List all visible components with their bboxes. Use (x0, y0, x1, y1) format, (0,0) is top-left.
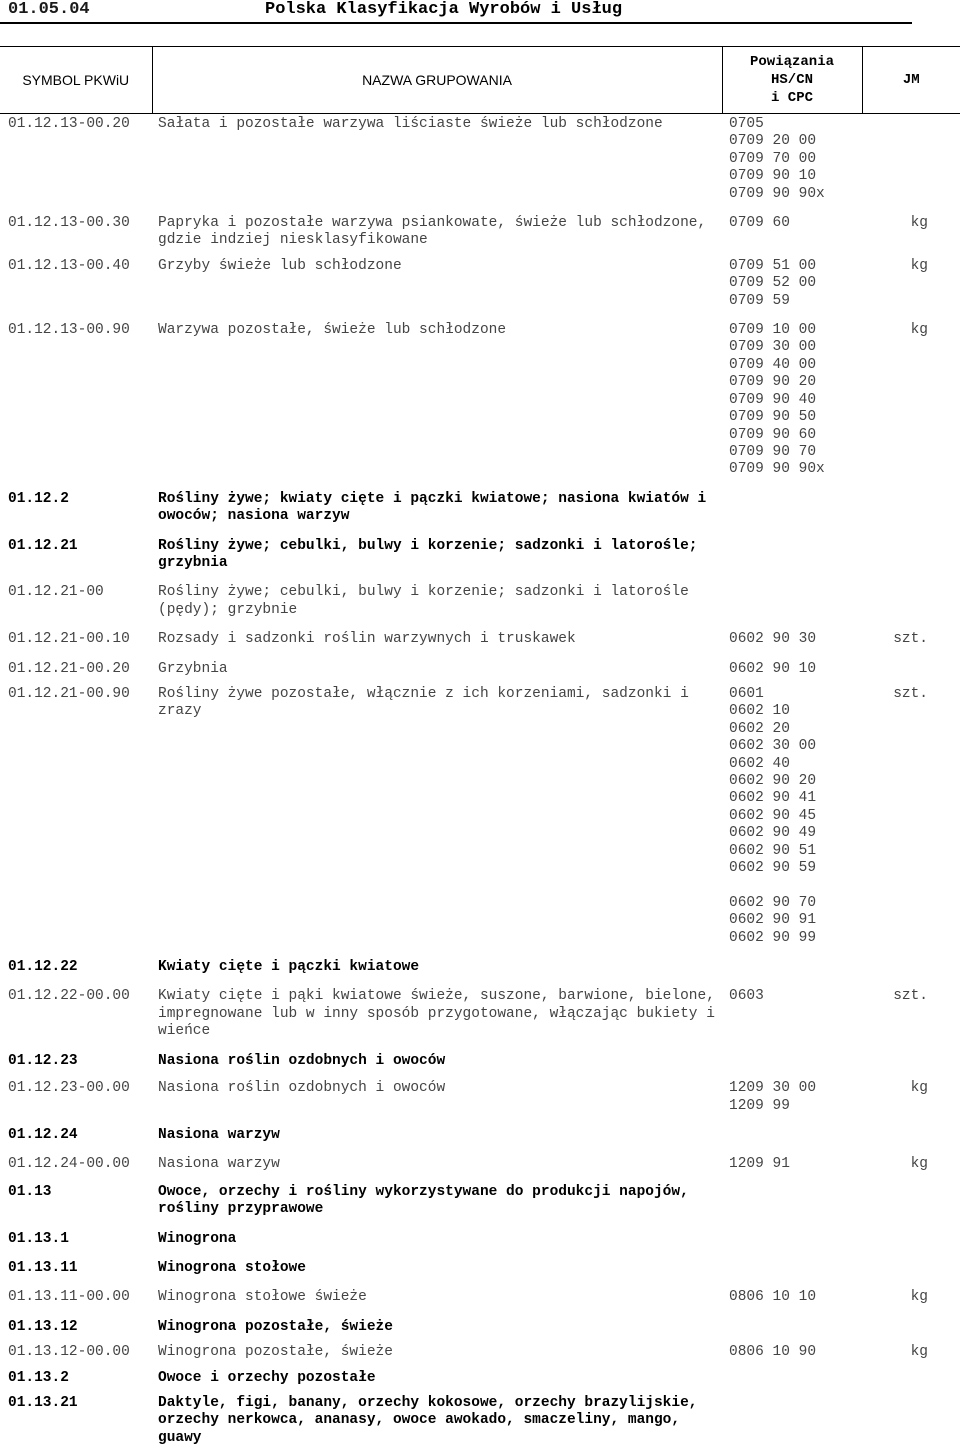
unit-of-measure: szt. (893, 631, 928, 648)
section-code: 01.05.04 (8, 0, 90, 19)
group-name: Kwiaty cięte i pączki kwiatowe (158, 959, 420, 976)
group-name: Rośliny żywe; cebulki, bulwy i korzenie; sadzonki i latorośle (pędy); grzybnie (158, 584, 689, 618)
group-name: Grzyby świeże lub schłodzone (158, 257, 402, 274)
hs-cn-codes: 0705 0709 20 00 0709 70 00 0709 90 10 0709 90 90x (729, 116, 825, 202)
table-row (0, 1076, 960, 1121)
table-row (0, 1368, 960, 1393)
hs-cn-codes (722, 485, 862, 532)
classification-table (0, 46, 960, 1453)
pkwiu-code: 01.12.21 (8, 537, 78, 554)
table-row (0, 1283, 960, 1312)
table-row (0, 256, 960, 316)
group-name: Rośliny żywe; kwiaty cięte i pączki kwiatowe; nasiona kwiatów i owoców; nasiona warzyw (158, 490, 707, 525)
hs-cn-codes: 0601 0602 10 0602 20 0602 30 00 0602 40 0602 90 20 0602 90 41 0602 90 45 0602 90 49 0602 90 51 0602 90 59 0602 90 70 0602 90 91 0602 90 99 (729, 685, 817, 946)
table-row (0, 982, 960, 1046)
hs-cn-codes (722, 1180, 862, 1225)
hs-cn-codes: 1209 91 (729, 1156, 790, 1173)
pkwiu-code: 01.12.21-00.20 (8, 660, 130, 677)
table-row (0, 114, 960, 210)
pkwiu-code: 01.12.13-00.30 (8, 215, 130, 232)
pkwiu-code: 01.12.13-00.90 (8, 322, 130, 339)
group-name: Nasiona roślin ozdobnych i owoców (158, 1052, 446, 1069)
group-name: Kwiaty cięte i pąki kwiatowe świeże, suszone, barwione, bielone, impregnowane lub w inny sposób przygotowane, włączając bukiety i wieńce (158, 988, 715, 1040)
group-name: Grzybnia (158, 660, 228, 677)
table-row (0, 1342, 960, 1367)
group-name: Rośliny żywe; cebulki, bulwy i korzenie; sadzonki i latorośle; grzybnia (158, 537, 698, 571)
unit-of-measure: kg (910, 1156, 928, 1173)
unit-of-measure: szt. (893, 988, 928, 1005)
hs-cn-codes (722, 1368, 862, 1393)
unit-of-measure (862, 1121, 960, 1150)
group-name: Sałata i pozostałe warzywa liściaste świeże lub schłodzone (158, 116, 663, 132)
hs-cn-codes (722, 953, 862, 982)
pkwiu-code: 01.12.22-00.00 (8, 988, 130, 1005)
column-header-symbol: SYMBOL PKWiU (0, 47, 152, 114)
pkwiu-code: 01.12.21-00 (8, 584, 104, 601)
unit-of-measure: kg (910, 1344, 928, 1361)
column-header-name: NAZWA GRUPOWANIA (152, 47, 722, 114)
table-row (0, 316, 960, 485)
table-row (0, 953, 960, 982)
table-row (0, 1393, 960, 1453)
hs-cn-codes (722, 1047, 862, 1076)
hs-cn-codes: 0709 60 (729, 215, 790, 232)
group-name: Winogrona (158, 1230, 237, 1247)
hs-cn-codes: 0602 90 30 (729, 631, 817, 648)
unit-of-measure: kg (910, 215, 928, 232)
pkwiu-code: 01.12.22 (8, 959, 78, 976)
group-name: Owoce i orzechy pozostałe (158, 1369, 376, 1386)
group-name: Nasiona roślin ozdobnych i owoców (158, 1080, 446, 1097)
unit-of-measure: kg (910, 1289, 928, 1306)
group-name: Winogrona pozostałe, świeże (158, 1318, 393, 1335)
table-row (0, 1047, 960, 1076)
unit-of-measure (862, 1368, 960, 1393)
pkwiu-code: 01.12.13-00.20 (8, 116, 130, 132)
unit-of-measure (862, 1225, 960, 1254)
hs-cn-codes (722, 1121, 862, 1150)
pkwiu-code: 01.13.21 (8, 1394, 78, 1411)
unit-of-measure (862, 578, 960, 625)
page-header (0, 0, 912, 24)
group-name: Warzywa pozostałe, świeże lub schłodzone (158, 322, 507, 339)
pkwiu-code: 01.12.21-00.90 (8, 685, 130, 702)
table-row (0, 578, 960, 625)
pkwiu-code: 01.13.12 (8, 1318, 78, 1335)
table-row (0, 1180, 960, 1225)
unit-of-measure (862, 655, 960, 684)
unit-of-measure: kg (910, 322, 928, 339)
pkwiu-code: 01.13.12-00.00 (8, 1344, 130, 1361)
group-name: Nasiona warzyw (158, 1156, 280, 1173)
group-name: Winogrona stołowe świeże (158, 1289, 367, 1306)
pkwiu-code: 01.12.24 (8, 1126, 78, 1143)
column-header-links: Powiązania HS/CN i CPC (722, 47, 862, 114)
table-row (0, 209, 960, 256)
table-row (0, 1121, 960, 1150)
hs-cn-codes: 0806 10 10 (729, 1289, 817, 1306)
group-name: Nasiona warzyw (158, 1126, 280, 1143)
unit-of-measure (862, 1047, 960, 1076)
table-row (0, 1225, 960, 1254)
hs-cn-codes (722, 1225, 862, 1254)
table-row (0, 532, 960, 579)
pkwiu-code: 01.13.2 (8, 1369, 69, 1386)
pkwiu-code: 01.12.2 (8, 490, 69, 507)
table-row (0, 485, 960, 532)
unit-of-measure (862, 1393, 960, 1453)
unit-of-measure (862, 485, 960, 532)
hs-cn-codes: 0806 10 90 (729, 1344, 817, 1361)
unit-of-measure: szt. (893, 685, 928, 702)
unit-of-measure (862, 1254, 960, 1283)
table-row (0, 625, 960, 654)
pkwiu-code: 01.12.13-00.40 (8, 257, 130, 274)
document-title: Polska Klasyfikacja Wyrobów i Usług (265, 0, 623, 19)
group-name: Daktyle, figi, banany, orzechy kokosowe, orzechy brazylijskie, orzechy nerkowca, ananasy, owoce awokado, smaczeliny, mango, guawy (158, 1394, 698, 1446)
table-row (0, 655, 960, 684)
pkwiu-code: 01.13.11-00.00 (8, 1289, 130, 1306)
hs-cn-codes: 0603 (729, 988, 764, 1005)
group-name: Rozsady i sadzonki roślin warzywnych i truskawek (158, 631, 576, 648)
pkwiu-code: 01.12.21-00.10 (8, 631, 130, 648)
unit-of-measure (862, 1180, 960, 1225)
pkwiu-code: 01.13.1 (8, 1230, 69, 1247)
group-name: Rośliny żywe pozostałe, włącznie z ich korzeniami, sadzonki i zrazy (158, 685, 689, 720)
unit-of-measure: kg (910, 1080, 928, 1097)
hs-cn-codes: 0602 90 10 (729, 660, 817, 677)
table-row (0, 1150, 960, 1179)
pkwiu-code: 01.12.23 (8, 1052, 78, 1069)
pkwiu-code: 01.12.23-00.00 (8, 1080, 130, 1097)
group-name: Owoce, orzechy i rośliny wykorzystywane do produkcji napojów, rośliny przyprawowe (158, 1183, 689, 1218)
pkwiu-code: 01.12.24-00.00 (8, 1156, 130, 1173)
hs-cn-codes (722, 532, 862, 579)
pkwiu-code: 01.13.11 (8, 1259, 78, 1276)
column-header-unit: JM (862, 47, 960, 114)
unit-of-measure (862, 532, 960, 579)
unit-of-measure (862, 953, 960, 982)
hs-cn-codes: 0709 10 00 0709 30 00 0709 40 00 0709 90 20 0709 90 40 0709 90 50 0709 90 60 0709 90 70 0709 90 90x (729, 322, 825, 478)
table-row (0, 684, 960, 953)
hs-cn-codes (722, 1254, 862, 1283)
hs-cn-codes: 0709 51 00 0709 52 00 0709 59 (729, 257, 817, 309)
group-name: Winogrona stołowe (158, 1259, 306, 1276)
hs-cn-codes (722, 1393, 862, 1453)
pkwiu-code: 01.13 (8, 1183, 52, 1200)
hs-cn-codes: 1209 30 00 1209 99 (729, 1080, 817, 1114)
unit-of-measure (862, 114, 960, 210)
group-name: Winogrona pozostałe, świeże (158, 1344, 393, 1361)
unit-of-measure: kg (910, 257, 928, 274)
group-name: Papryka i pozostałe warzywa psiankowate, świeże lub schłodzone, gdzie indziej niesklasyfikowane (158, 215, 707, 249)
hs-cn-codes (722, 578, 862, 625)
table-row (0, 1254, 960, 1283)
table-header-row (0, 47, 960, 114)
